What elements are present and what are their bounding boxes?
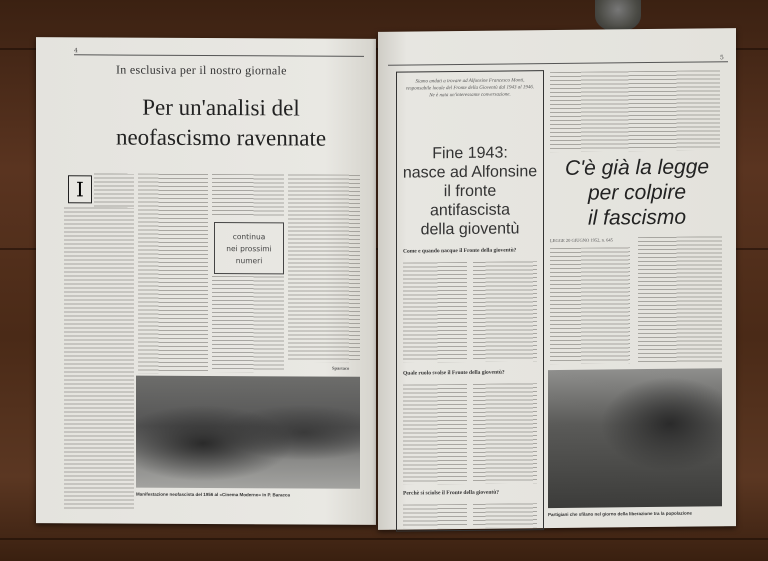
headline-line: nasce ad Alfonsine <box>402 163 538 182</box>
partisans-photo <box>548 368 722 508</box>
law-headline <box>546 154 728 231</box>
interview-headline <box>397 143 543 240</box>
headline-line: Fine 1943: <box>432 144 508 163</box>
body-text <box>94 173 134 207</box>
headline-line: il fascismo <box>587 205 687 230</box>
continued-text: continua <box>232 232 266 242</box>
header-rule <box>388 61 728 66</box>
continued-box <box>214 222 284 274</box>
body-text <box>212 276 284 372</box>
header-rule <box>74 54 364 57</box>
intro-text <box>550 70 720 152</box>
photo-caption: Manifestazione neofascista del 1956 al «Cinema Moderno» in P. Baracca <box>136 491 290 498</box>
wood-grain <box>0 538 768 540</box>
body-text <box>64 207 134 509</box>
body-text <box>473 503 537 528</box>
headline-line: C'è già la legge <box>564 155 710 180</box>
body-text <box>473 261 537 362</box>
headline-line: il fronte <box>443 182 497 201</box>
continued-text: nei prossimi <box>226 244 272 254</box>
headline-line: antifascista <box>429 201 511 220</box>
question-heading: Perchè si sciolse il Fronte della gioventù? <box>403 489 500 497</box>
law-text <box>550 247 630 364</box>
law-text <box>638 236 722 363</box>
coin <box>595 0 641 32</box>
byline: Spartaco <box>332 365 350 371</box>
drop-cap: I <box>68 175 92 203</box>
page-number: 4 <box>74 47 78 55</box>
photo-caption: Partigiani che sfilano nel giorno della liberazione tra la popolazione <box>548 510 693 518</box>
headline-line: neofascismo ravennate <box>115 124 327 151</box>
kicker: In esclusiva per il nostro giornale <box>116 62 287 78</box>
body-text <box>403 384 467 485</box>
body-text <box>212 174 284 216</box>
interview-box <box>396 70 544 532</box>
headline-line: Per un'analisi del <box>142 94 300 121</box>
body-text <box>403 262 467 363</box>
body-text <box>403 504 467 529</box>
body-text <box>138 174 208 374</box>
right-page <box>378 28 736 530</box>
left-page <box>36 37 376 525</box>
demonstration-photo <box>136 376 360 489</box>
question-heading: Quale ruolo svolse il Fronte della gioventù? <box>403 369 505 377</box>
interview-lead: Siamo andati a trovare ad Alfonsine Francesco Monti, responsabile locale del Fronte della Gioventù dal 1943 al 1946. Ne è nata un'interessante conversazione. <box>405 78 535 99</box>
headline-line: della gioventù <box>420 220 520 239</box>
continued-text: numeri <box>235 256 263 266</box>
page-number: 5 <box>720 54 724 62</box>
headline-line: per colpire <box>587 180 687 205</box>
body-text <box>473 383 537 484</box>
law-title: LEGGE 20 GIUGNO 1952, n. 645 <box>550 237 613 244</box>
question-heading: Come e quando nacque il Fronte della gioventù? <box>403 247 517 255</box>
body-text <box>288 174 360 362</box>
headline <box>66 92 376 154</box>
